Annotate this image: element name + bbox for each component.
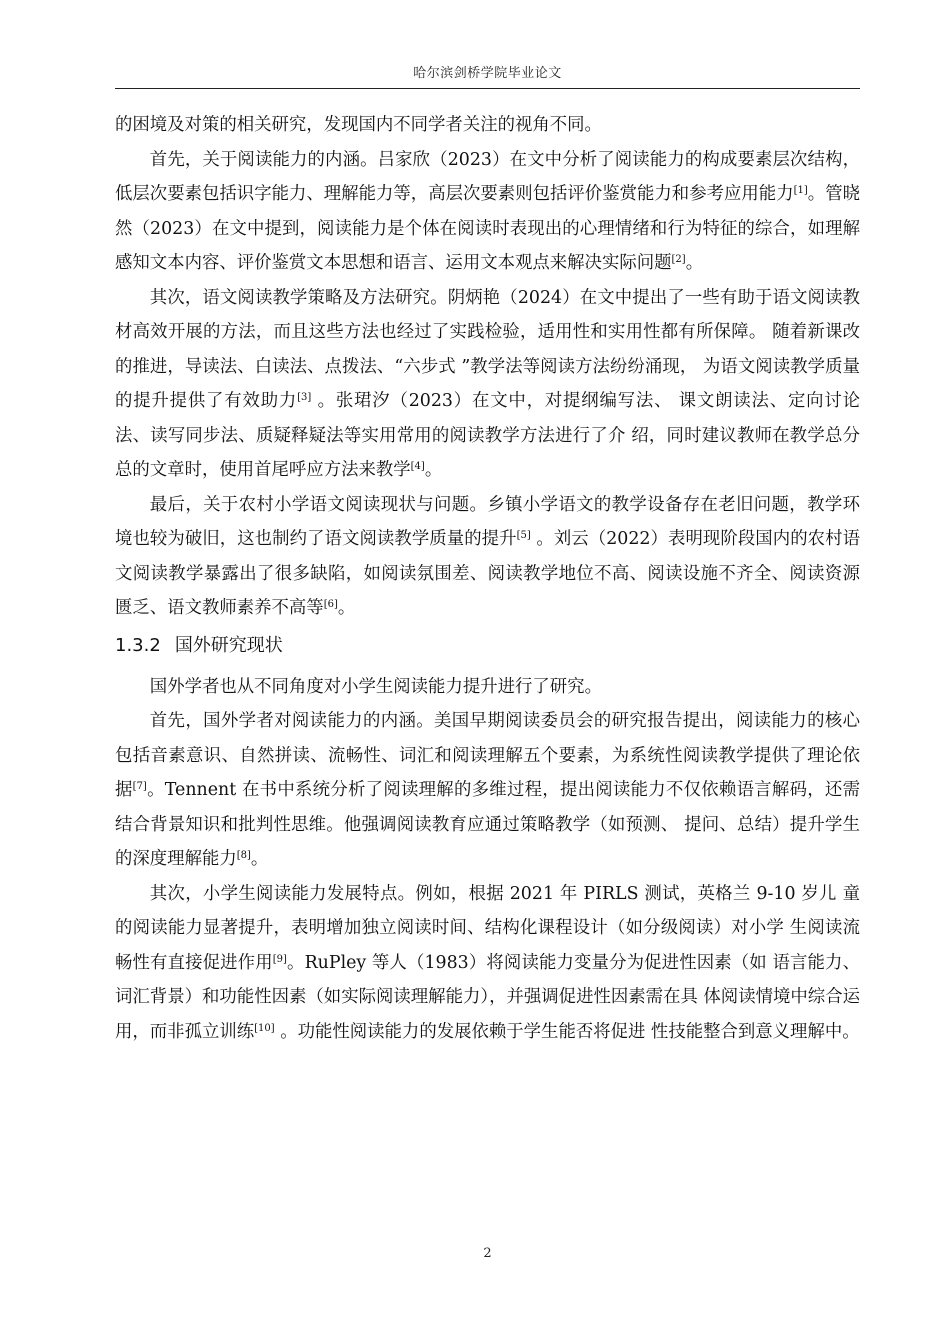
citation-reference: [10] (254, 1022, 275, 1034)
section-number: 1.3.2 (115, 634, 161, 656)
paragraph-text: 其次，小学生阅读能力发展特点。例如，根据 2021 年 PIRLS 测试，英格兰 9-10 岁儿 童的阅读能力显著提升，表明增加独立阅读时间、结构化课程设计（如分级阅读）对小学 生阅读流畅性有直接促进作用 (115, 883, 860, 973)
foreign-research-paragraphs (115, 670, 860, 1050)
citation-reference: [6] (323, 599, 338, 610)
document-body (115, 108, 860, 1049)
paragraph-text: 的困境及对策的相关研究，发现国内不同学者关注的视角不同。 (115, 115, 602, 135)
paragraph-text: 最后，关于农村小学语文阅读现状与问题。乡镇小学语文的教学设备存在老旧问题，教学环境也较为破旧，这也制约了语文阅读教学质量的提升 (115, 494, 860, 549)
page-number: 2 (483, 1246, 492, 1261)
paragraph-text: 。 (250, 849, 269, 869)
citation-reference: [4] (410, 461, 425, 472)
citation-reference: [1] (793, 185, 808, 196)
paragraph-text: 首先，国外学者对阅读能力的内涵。美国早期阅读委员会的研究报告提出，阅读能力的核心包括音素意识、自然拼读、流畅性、词汇和阅读理解五个要素，为系统性阅读教学提供了理论依据 (115, 711, 860, 800)
paragraph-text: 。刘云（2022）表明现阶段国内的农村语文阅读教学暴露出了很多缺陷，如阅读氛围差、阅读教学地位不高、阅读设施不齐全、阅读资源匮乏、语文教师素养不高等 (115, 529, 860, 618)
paragraph-text: 国外学者也从不同角度对小学生阅读能力提升进行了研究。 (149, 676, 602, 697)
citation-reference: [9] (272, 953, 287, 965)
body-paragraph (115, 670, 860, 705)
section-heading (115, 630, 860, 662)
body-paragraph (115, 143, 860, 281)
paragraph-text: 首先，关于阅读能力的内涵。吕家欣（2023）在文中分析了阅读能力的构成要素层次结构，低层次要素包括识字能力、理解能力等，高层次要素则包括评价鉴赏能力和参考应用能力 (115, 149, 860, 204)
domestic-research-paragraphs (115, 108, 860, 626)
paragraph-text: 。管晓然（2023）在文中提到，阅读能力是个体在阅读时表现出的心理情绪和行为特征的综合，如理解感知文本内容、评价鉴赏文本思想和语言、运用文本观点来解决实际问题 (115, 184, 860, 273)
citation-reference: [2] (671, 254, 686, 265)
paragraph-text: 。功能性阅读能力的发展依赖于学生能否将促进 性技能整合到意义理解中。 (274, 1021, 860, 1042)
paragraph-text: 其次，语文阅读教学策略及方法研究。阴炳艳（2024）在文中提出了一些有助于语文阅读教材高效开展的方法，而且这些方法也经过了实践检验，适用性和实用性都有所保障。 随着新课改的推进，导读法、白读法、点拨法、“六步式 ”教学法等阅读方法纷纷涌现， 为语文阅读教学质量的提升提供了有效助力 (115, 287, 860, 411)
citation-reference: [8] (236, 850, 251, 861)
page-header-title: 哈尔滨剑桥学院毕业论文 (413, 66, 562, 81)
body-paragraph (115, 108, 860, 143)
citation-reference: [3] (297, 392, 312, 403)
header-divider (115, 88, 860, 89)
paragraph-text: 。Tennent 在书中系统分析了阅读理解的多维过程，提出阅读能力不仅依赖语言解码，还需结合背景知识和批判性思维。他强调阅读教育应通过策略教学（如预测、 提问、总结）提升学生的深度理解能力 (115, 780, 860, 869)
body-paragraph (115, 488, 860, 626)
paragraph-text: 。 (337, 598, 356, 618)
paragraph-text: 。张珺汐（2023）在文中，对提纲编写法、 课文朗读法、定向讨论法、读写同步法、质疑释疑法等实用常用的阅读教学方法进行了介 绍，同时建议教师在教学总分总的文章时，使用首尾呼应方法来教学 (115, 391, 860, 480)
section-title: 国外研究现状 (174, 634, 283, 656)
body-paragraph (115, 704, 860, 877)
paragraph-text: 。 (685, 253, 704, 273)
body-paragraph (115, 877, 860, 1050)
citation-reference: [7] (132, 781, 147, 792)
paragraph-text: 。 (424, 460, 443, 480)
paragraph-text: 。RuPley 等人（1983）将阅读能力变量分为促进性因素（如 语言能力、词汇背景）和功能性因素（如实际阅读理解能力），并强调促进性因素需在具 体阅读情境中综合运用，而非孤立训练 (115, 952, 860, 1042)
body-paragraph (115, 281, 860, 488)
citation-reference: [5] (516, 530, 531, 541)
